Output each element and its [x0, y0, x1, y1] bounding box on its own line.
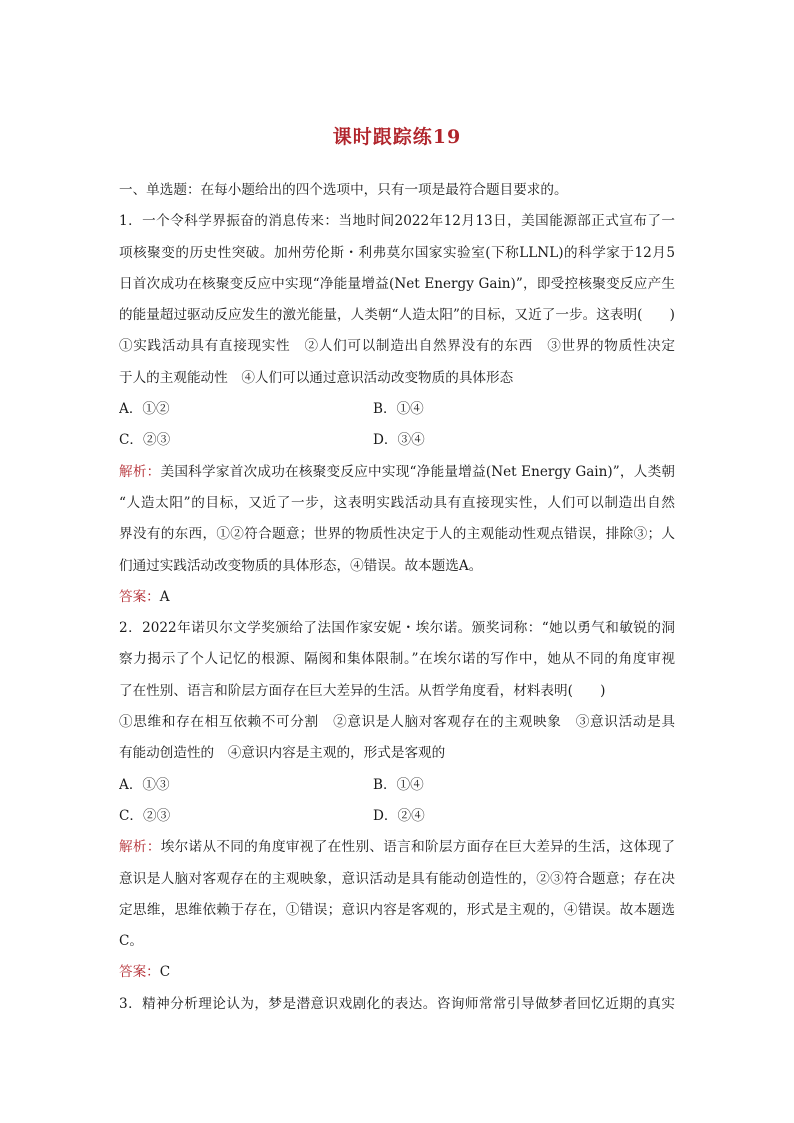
question-1-answer — [119, 582, 675, 613]
question-2-stem-line: ①思维和存在相互依赖不可分割 ②意识是人脑对客观存在的主观映象 ③意识活动是具 — [119, 714, 675, 731]
question-2-analysis-line: C。 — [119, 933, 143, 950]
question-2-option-c: C．②③ — [119, 807, 171, 824]
analysis-label: 解析： — [119, 839, 161, 856]
question-2-option-b: B．①④ — [373, 776, 424, 793]
question-1-analysis-line — [119, 457, 675, 488]
question-1-stem-line: ①实践活动具有直接现实性 ②人们可以制造出自然界没有的东西 ③世界的物质性决定 — [119, 338, 675, 355]
question-1-options-row — [119, 394, 675, 425]
question-1 — [119, 206, 675, 613]
question-2-analysis-line: 意识是人脑对客观存在的主观映象，意识活动是具有能动创造性的，②③符合题意；存在决 — [119, 870, 675, 887]
analysis-label: 解析： — [119, 463, 161, 480]
question-2-stem-line: 了在性别、语言和阶层方面存在巨大差异的生活。从哲学角度看，材料表明( ) — [119, 682, 606, 699]
question-1-option-d: D．③④ — [373, 432, 425, 449]
question-1-stem-line: 的能量超过驱动反应发生的激光能量，人类朝“人造太阳”的目标，又近了一步。这表明( ) — [119, 307, 675, 324]
question-2-option-d: D．②④ — [373, 807, 425, 824]
question-3-stem-line: 3．精神分析理论认为，梦是潜意识戏剧化的表达。咨询师常常引导做梦者回忆近期的真实 — [119, 995, 675, 1012]
question-1-options-row — [119, 425, 675, 456]
question-1-option-a: A．①② — [119, 401, 170, 418]
question-2-stem-line: 2．2022年诺贝尔文学奖颁给了法国作家安妮・埃尔诺。颁奖词称：“她以勇气和敏锐的洞 — [119, 620, 675, 637]
section-heading: 一、单选题：在每小题给出的四个选项中，只有一项是最符合题目要求的。 — [119, 182, 568, 198]
question-2-option-a: A．①③ — [119, 776, 170, 793]
question-2 — [119, 613, 675, 989]
question-1-stem-line: 项核聚变的历史性突破。加州劳伦斯・利弗莫尔国家实验室(下称LLNL)的科学家于12月5 — [119, 244, 675, 261]
question-2-answer — [119, 957, 675, 988]
question-1-stem-line: 1．一个令科学界振奋的消息传来：当地时间2022年12月13日，美国能源部正式宣布了一 — [119, 213, 675, 230]
analysis-text: 埃尔诺从不同的角度审视了在性别、语言和阶层方面存在巨大差异的生活，这体现了 — [160, 839, 675, 856]
question-2-options-row — [119, 801, 675, 832]
question-1-analysis-line: “人造太阳”的目标，又近了一步，这表明实践活动具有直接现实性，人们可以制造出自然 — [119, 494, 675, 511]
question-3 — [119, 989, 675, 1020]
question-2-stem-line: 察力揭示了个人记忆的根源、隔阂和集体限制。”在埃尔诺的写作中，她从不同的角度审视 — [119, 651, 675, 668]
question-2-options-row — [119, 770, 675, 801]
question-1-analysis-line: 们通过实践活动改变物质的具体形态，④错误。故本题选A。 — [119, 557, 483, 574]
question-2-stem-line: 有能动创造性的 ④意识内容是主观的，形式是客观的 — [119, 745, 446, 762]
answer-value: A — [159, 588, 170, 605]
answer-label: 答案： — [119, 964, 160, 981]
analysis-text: 美国科学家首次成功在核聚变反应中实现“净能量增益(Net Energy Gain)”，人类朝 — [160, 463, 675, 480]
question-1-stem-line: 日首次成功在核聚变反应中实现“净能量增益(Net Energy Gain)”，即受控核聚变反应产生 — [119, 275, 675, 292]
question-2-analysis-line: 定思维，思维依赖于存在，①错误；意识内容是客观的，形式是主观的，④错误。故本题选 — [119, 901, 675, 918]
answer-value: C — [159, 964, 171, 981]
question-1-option-b: B．①④ — [373, 401, 424, 418]
question-2-analysis-line — [119, 832, 675, 863]
question-1-option-c: C．②③ — [119, 432, 171, 449]
document-body — [119, 175, 675, 1020]
question-1-stem-line: 于人的主观能动性 ④人们可以通过意识活动改变物质的具体形态 — [119, 369, 514, 386]
question-1-analysis-line: 界没有的东西，①②符合题意；世界的物质性决定于人的主观能动性观点错误，排除③；人 — [119, 526, 675, 543]
page-title: 课时跟踪练19 — [332, 126, 462, 148]
answer-label: 答案： — [119, 588, 160, 605]
